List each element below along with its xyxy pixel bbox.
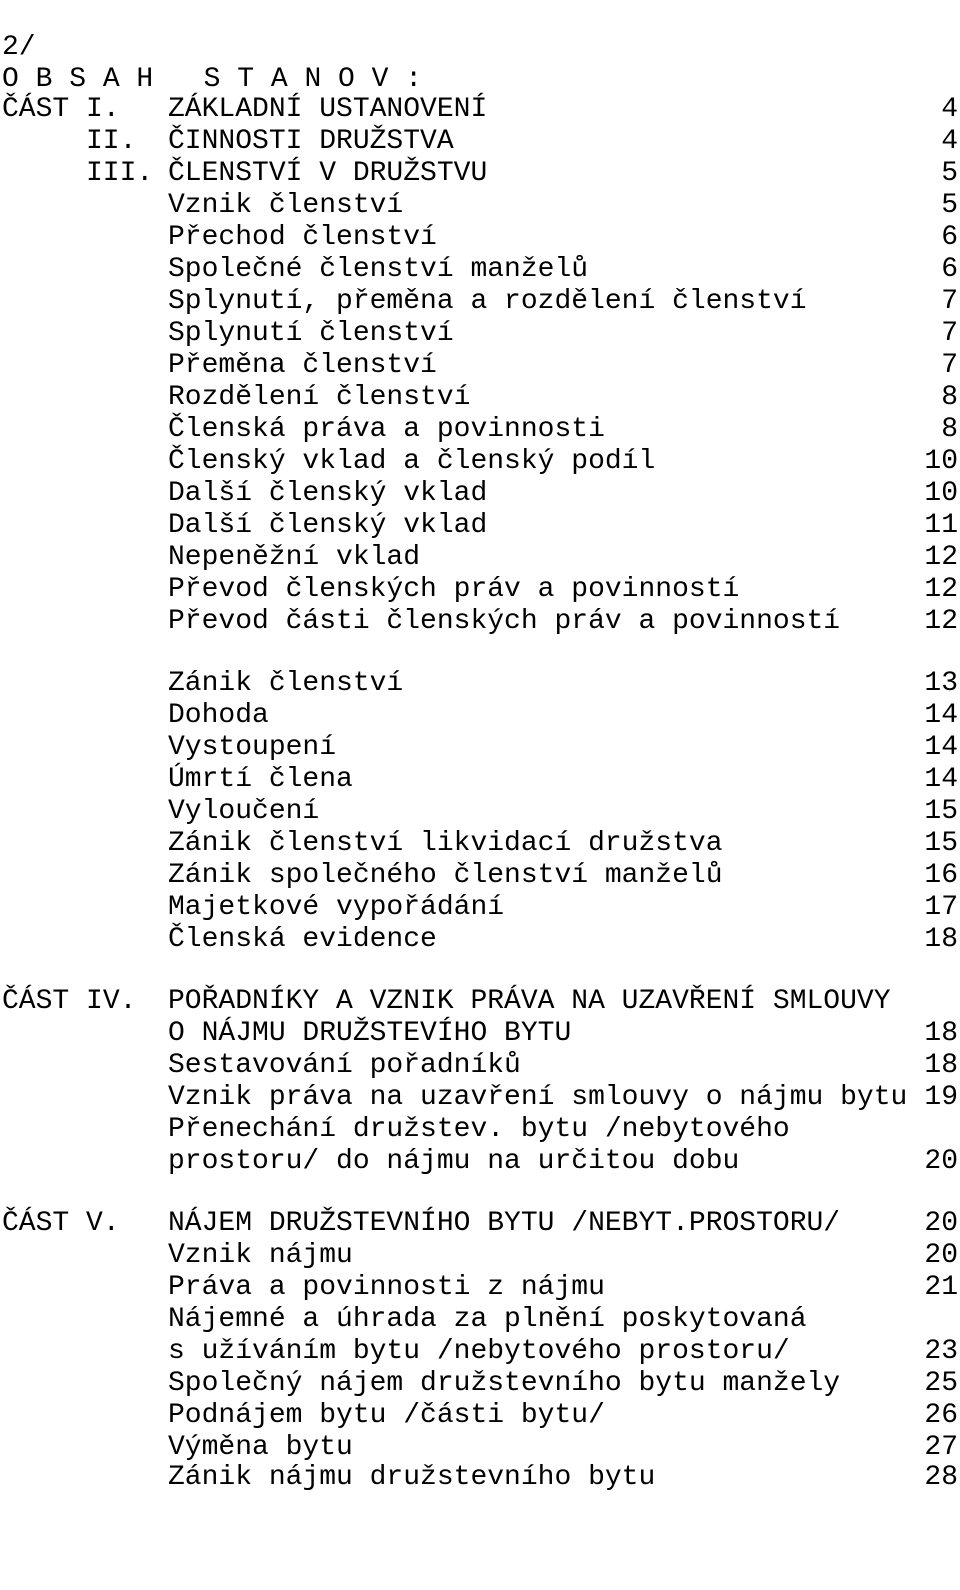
page-ref: 8 — [941, 414, 958, 445]
entry-title: Přechod členství — [168, 222, 437, 253]
entry-title: Další členský vklad — [168, 478, 488, 509]
toc-entry — [0, 1432, 960, 1464]
part-label: ČÁST I. — [2, 94, 120, 125]
toc-entry — [0, 318, 960, 350]
entry-title: Práva a povinnosti z nájmu — [168, 1272, 605, 1303]
document-heading — [0, 32, 960, 95]
page-ref: 12 — [924, 542, 958, 573]
page-ref: 16 — [924, 860, 958, 891]
page-ref: 14 — [924, 732, 958, 763]
entry-title: Vznik členství — [168, 190, 404, 221]
entry-title: Rozdělení členství — [168, 382, 471, 413]
toc-part-1 — [0, 94, 960, 126]
entry-title: Převod členských práv a povinností — [168, 574, 740, 605]
toc-entry — [0, 478, 960, 510]
page-ref: 12 — [924, 606, 958, 637]
page-ref: 20 — [924, 1146, 958, 1177]
page-ref: 7 — [941, 350, 958, 381]
entry-title: Společné členství manželů — [168, 254, 589, 285]
part-title-line1: POŘADNÍKY A VZNIK PRÁVA NA UZAVŘENÍ SMLOUVY — [168, 986, 891, 1017]
toc-entry — [0, 350, 960, 382]
entry-title: Vznik nájmu — [168, 1240, 353, 1271]
entry-title: Členská práva a povinnosti — [168, 414, 605, 445]
toc-entry — [0, 860, 960, 892]
toc-entry — [0, 1368, 960, 1400]
toc-entry — [0, 190, 960, 222]
entry-title: Zánik společného členství manželů — [168, 860, 723, 891]
entry-title: Členská evidence — [168, 924, 437, 955]
toc-entry — [0, 1240, 960, 1272]
entry-title: Přeměna členství — [168, 350, 437, 381]
page-ref: 7 — [941, 318, 958, 349]
toc-entry — [0, 668, 960, 700]
page-ref: 20 — [924, 1208, 958, 1239]
page-ref: 4 — [941, 94, 958, 125]
page-ref: 26 — [924, 1400, 958, 1431]
entry-title: Převod části členských práv a povinností — [168, 606, 841, 637]
entry-title: Vznik práva na uzavření smlouvy o nájmu bytu — [168, 1082, 908, 1113]
toc-entry — [0, 1050, 960, 1082]
page-ref: 14 — [924, 764, 958, 795]
toc-entry — [0, 222, 960, 254]
entry-title: Společný nájem družstevního bytu manžely — [168, 1368, 841, 1399]
entry-title: Splynutí, přeměna a rozdělení členství — [168, 286, 807, 317]
toc-entry — [0, 414, 960, 446]
page-ref: 11 — [924, 510, 958, 541]
toc-entry — [0, 1272, 960, 1304]
page-ref: 27 — [924, 1432, 958, 1463]
toc-entry — [0, 1082, 960, 1114]
entry-title: Další členský vklad — [168, 510, 488, 541]
entry-title: Nepeněžní vklad — [168, 542, 421, 573]
entry-title: Výměna bytu — [168, 1432, 353, 1463]
toc-entry — [0, 542, 960, 574]
toc-entry — [0, 1304, 960, 1336]
entry-title: Splynutí členství — [168, 318, 454, 349]
page-ref: 10 — [924, 478, 958, 509]
entry-title: Dohoda — [168, 700, 269, 731]
page-ref: 17 — [924, 892, 958, 923]
part-label: II. — [86, 126, 137, 157]
entry-title: Úmrtí člena — [168, 764, 353, 795]
toc-entry — [0, 1146, 960, 1178]
toc-entry — [0, 828, 960, 860]
toc-entry — [0, 382, 960, 414]
part-label: ČÁST V. — [2, 1208, 120, 1239]
toc-entry — [0, 254, 960, 286]
entry-title-line1: Přenechání družstev. bytu /nebytového — [168, 1114, 790, 1145]
page-number-text: 2/ — [2, 32, 36, 63]
toc-part-4 — [0, 986, 960, 1018]
page-ref: 5 — [941, 190, 958, 221]
entry-title: Sestavování pořadníků — [168, 1050, 521, 1081]
part-label: ČÁST IV. — [2, 986, 137, 1017]
page-ref: 14 — [924, 700, 958, 731]
entry-title: Zánik členství — [168, 668, 404, 699]
toc-entry — [0, 892, 960, 924]
toc-entry — [0, 606, 960, 638]
page-ref: 10 — [924, 446, 958, 477]
page-ref: 21 — [924, 1272, 958, 1303]
toc-entry — [0, 574, 960, 606]
toc-entry — [0, 286, 960, 318]
page-ref: 6 — [941, 222, 958, 253]
toc-entry — [0, 1336, 960, 1368]
toc-entry — [0, 1400, 960, 1432]
entry-title: Zánik nájmu družstevního bytu — [168, 1462, 656, 1493]
part-title: ČINNOSTI DRUŽSTVA — [168, 126, 454, 157]
entry-title-line2: s užíváním bytu /nebytového prostoru/ — [168, 1336, 790, 1367]
part-title: NÁJEM DRUŽSTEVNÍHO BYTU /NEBYT.PROSTORU/ — [168, 1208, 841, 1239]
page-ref: 25 — [924, 1368, 958, 1399]
toc-entry — [0, 446, 960, 478]
toc-entry — [0, 1114, 960, 1146]
page-ref: 12 — [924, 574, 958, 605]
page-ref: 7 — [941, 286, 958, 317]
toc-entry — [0, 510, 960, 542]
page-ref: 19 — [924, 1082, 958, 1113]
toc-entry — [0, 700, 960, 732]
toc-entry — [0, 1462, 960, 1494]
entry-title: Vyloučení — [168, 796, 320, 827]
page-ref: 18 — [924, 924, 958, 955]
page-ref: 28 — [924, 1462, 958, 1493]
page-ref: 18 — [924, 1018, 958, 1049]
toc-part-3 — [0, 158, 960, 190]
entry-title-line2: prostoru/ do nájmu na určitou dobu — [168, 1146, 740, 1177]
part-title: ČLENSTVÍ V DRUŽSTVU — [168, 158, 488, 189]
page-number — [0, 0, 960, 63]
entry-title-line1: Nájemné a úhrada za plnění poskytovaná — [168, 1304, 807, 1335]
entry-title: Majetkové vypořádání — [168, 892, 505, 923]
toc-entry — [0, 924, 960, 956]
entry-title: Podnájem bytu /části bytu/ — [168, 1400, 605, 1431]
toc-entry — [0, 764, 960, 796]
page-ref: 13 — [924, 668, 958, 699]
entry-title: Vystoupení — [168, 732, 337, 763]
heading-text: O B S A H S T A N O V : — [2, 64, 423, 95]
part-label: III. — [86, 158, 154, 189]
toc-part-2 — [0, 126, 960, 158]
part-title: ZÁKLADNÍ USTANOVENÍ — [168, 94, 488, 125]
page-ref: 4 — [941, 126, 958, 157]
page-ref: 15 — [924, 828, 958, 859]
toc-part-5 — [0, 1208, 960, 1240]
part-title-line2: O NÁJMU DRUŽSTEVÍHO BYTU — [168, 1018, 572, 1049]
page-ref: 8 — [941, 382, 958, 413]
page-ref: 18 — [924, 1050, 958, 1081]
entry-title: Členský vklad a členský podíl — [168, 446, 656, 477]
page-ref: 15 — [924, 796, 958, 827]
page-ref: 5 — [941, 158, 958, 189]
toc-entry — [0, 732, 960, 764]
entry-title: Zánik členství likvidací družstva — [168, 828, 723, 859]
page-ref: 6 — [941, 254, 958, 285]
page-ref: 20 — [924, 1240, 958, 1271]
page-ref: 23 — [924, 1336, 958, 1367]
toc-entry — [0, 796, 960, 828]
toc-part-4-cont — [0, 1018, 960, 1050]
